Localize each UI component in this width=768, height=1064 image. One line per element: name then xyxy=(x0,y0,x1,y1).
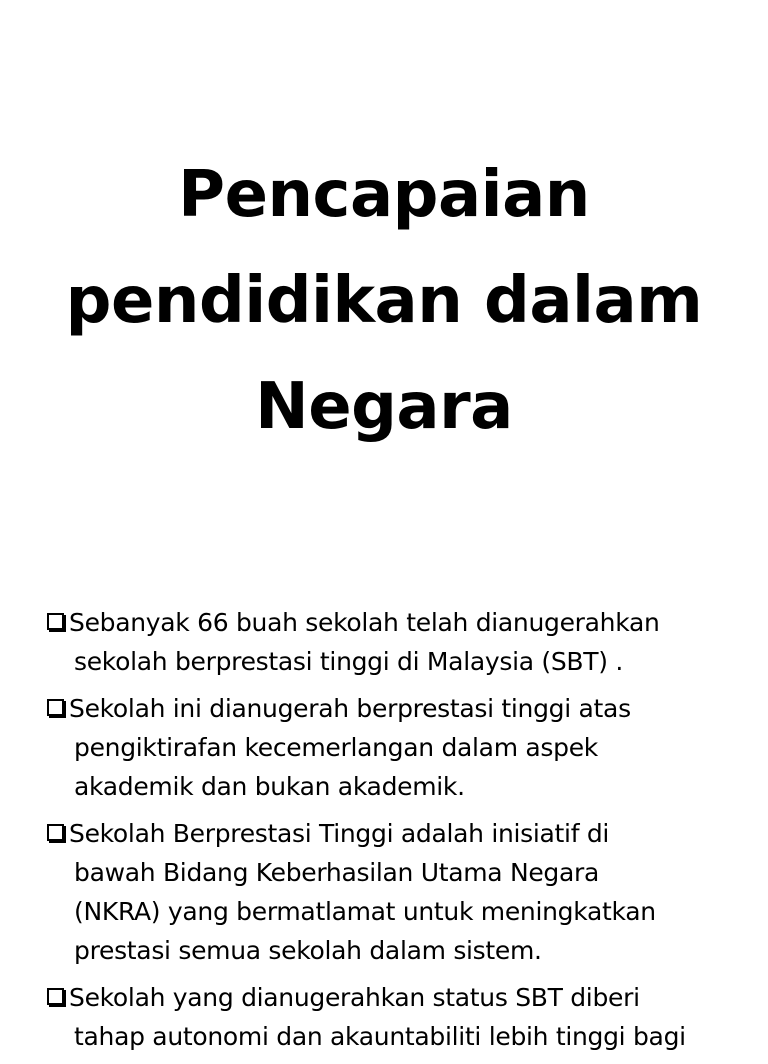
bullet-text xyxy=(69,978,727,1056)
bullet-line: Sekolah Berprestasi Tinggi adalah inisiatif di xyxy=(69,819,610,848)
bullet-line: (NKRA) yang bermatlamat untuk meningkatkan xyxy=(74,897,656,926)
bullet-line: sekolah berprestasi tinggi di Malaysia (SBT) . xyxy=(74,647,623,676)
checkbox-icon xyxy=(47,988,64,1005)
slide-title-line: Pencapaian xyxy=(178,158,590,232)
bullet-line: Sekolah yang dianugerahkan status SBT diberi xyxy=(69,983,640,1012)
bullet-line: pengiktirafan kecemerlangan dalam aspek xyxy=(74,733,598,762)
bullet-line: akademik dan bukan akademik. xyxy=(74,772,465,801)
bullet-line: prestasi semua sekolah dalam sistem. xyxy=(74,936,542,965)
bullet-item xyxy=(47,814,727,970)
bullet-line: Sebanyak 66 buah sekolah telah dianugerahkan xyxy=(69,608,660,637)
bullet-text xyxy=(69,814,727,970)
bullet-item xyxy=(47,978,727,1056)
bullet-line: Sekolah ini dianugerah berprestasi tinggi atas xyxy=(69,694,631,723)
bullet-text xyxy=(69,689,727,806)
bullet-line: bawah Bidang Keberhasilan Utama Negara xyxy=(74,858,600,887)
bullet-line: tahap autonomi dan akauntabiliti lebih tinggi bagi xyxy=(74,1022,686,1051)
bullet-list xyxy=(47,603,727,1064)
checkbox-icon xyxy=(47,824,64,841)
bullet-item xyxy=(47,689,727,806)
bullet-text xyxy=(69,603,727,681)
slide-title xyxy=(40,142,728,460)
slide-title-line: pendidikan dalam xyxy=(65,264,703,338)
checkbox-icon xyxy=(47,699,64,716)
bullet-item xyxy=(47,603,727,681)
slide-title-line: Negara xyxy=(255,370,513,444)
checkbox-icon xyxy=(47,613,64,630)
